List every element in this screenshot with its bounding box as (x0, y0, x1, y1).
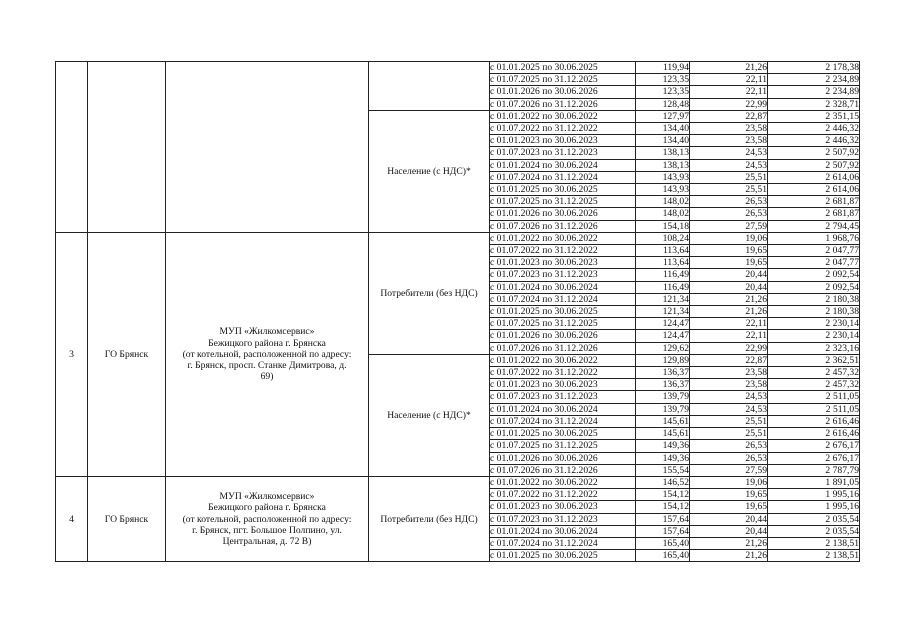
tariff-value-cell: 121,34 (636, 293, 690, 305)
tariff-value-cell: 2 180,38 (768, 306, 860, 318)
tariff-value-cell: 2 511,05 (768, 391, 860, 403)
territory-cell: ГО Брянск (88, 476, 166, 561)
tariff-value-cell: 25,51 (690, 428, 768, 440)
tariff-value-cell: 19,06 (690, 232, 768, 244)
period-cell: с 01.01.2022 по 30.06.2022 (490, 354, 636, 366)
tariff-value-cell: 2 138,51 (768, 537, 860, 549)
period-cell: с 01.07.2023 по 31.12.2023 (490, 269, 636, 281)
table-row (56, 476, 860, 488)
period-cell: с 01.07.2024 по 31.12.2024 (490, 415, 636, 427)
territory-cell (88, 62, 166, 233)
tariff-value-cell: 26,53 (690, 208, 768, 220)
tariff-value-cell: 113,64 (636, 257, 690, 269)
period-cell: с 01.07.2023 по 31.12.2023 (490, 147, 636, 159)
tariff-value-cell: 148,02 (636, 208, 690, 220)
tariff-value-cell: 127,97 (636, 110, 690, 122)
tariff-value-cell: 154,12 (636, 489, 690, 501)
period-cell: с 01.01.2026 по 30.06.2026 (490, 452, 636, 464)
tariff-value-cell: 136,37 (636, 367, 690, 379)
tariff-value-cell: 2 328,71 (768, 98, 860, 110)
tariff-value-cell: 129,89 (636, 354, 690, 366)
tariff-value-cell: 25,51 (690, 184, 768, 196)
organization-line: Бежицкого района г. Брянска (208, 337, 326, 349)
tariff-value-cell: 2 035,54 (768, 513, 860, 525)
tariff-value-cell: 22,99 (690, 98, 768, 110)
territory-cell: ГО Брянск (88, 232, 166, 476)
tariff-value-cell: 2 035,54 (768, 525, 860, 537)
tariff-value-cell: 23,58 (690, 123, 768, 135)
tariff-table (55, 61, 860, 562)
tariff-value-cell: 2 047,77 (768, 257, 860, 269)
tariff-value-cell: 2 446,32 (768, 135, 860, 147)
tariff-value-cell: 1 995,16 (768, 501, 860, 513)
tariff-value-cell: 165,40 (636, 537, 690, 549)
tariff-value-cell: 19,65 (690, 489, 768, 501)
tariff-value-cell: 134,40 (636, 123, 690, 135)
tariff-value-cell: 2 138,51 (768, 550, 860, 562)
tariff-value-cell: 154,18 (636, 220, 690, 232)
period-cell: с 01.07.2022 по 31.12.2022 (490, 367, 636, 379)
period-cell: с 01.01.2025 по 30.06.2025 (490, 428, 636, 440)
consumer-group-cell: Население (с НДС)* (369, 110, 490, 232)
tariff-value-cell: 145,61 (636, 415, 690, 427)
organization-line: г. Брянск, пгт. Большое Полпино, ул. (192, 524, 342, 536)
tariff-value-cell: 22,11 (690, 318, 768, 330)
tariff-value-cell: 22,11 (690, 86, 768, 98)
tariff-value-cell: 23,58 (690, 367, 768, 379)
tariff-value-cell: 119,94 (636, 62, 690, 74)
tariff-value-cell: 22,87 (690, 354, 768, 366)
period-cell: с 01.01.2023 по 30.06.2023 (490, 379, 636, 391)
tariff-value-cell: 24,53 (690, 391, 768, 403)
period-cell: с 01.07.2025 по 31.12.2025 (490, 318, 636, 330)
tariff-value-cell: 149,36 (636, 440, 690, 452)
period-cell: с 01.01.2026 по 30.06.2026 (490, 86, 636, 98)
tariff-value-cell: 24,53 (690, 147, 768, 159)
tariff-value-cell: 27,59 (690, 220, 768, 232)
tariff-value-cell: 19,06 (690, 476, 768, 488)
period-cell: с 01.07.2024 по 31.12.2024 (490, 537, 636, 549)
tariff-value-cell: 2 616,46 (768, 428, 860, 440)
tariff-value-cell: 19,65 (690, 245, 768, 257)
tariff-value-cell: 21,26 (690, 550, 768, 562)
organization-line: МУП «Жилкомсервис» (219, 326, 315, 338)
tariff-value-cell: 22,11 (690, 330, 768, 342)
tariff-value-cell: 2 092,54 (768, 281, 860, 293)
tariff-value-cell: 2 092,54 (768, 269, 860, 281)
period-cell: с 01.01.2025 по 30.06.2025 (490, 62, 636, 74)
tariff-value-cell: 148,02 (636, 196, 690, 208)
tariff-value-cell: 24,53 (690, 159, 768, 171)
tariff-value-cell: 2 457,32 (768, 367, 860, 379)
tariff-value-cell: 138,13 (636, 147, 690, 159)
period-cell: с 01.01.2024 по 30.06.2024 (490, 403, 636, 415)
tariff-value-cell: 2 362,51 (768, 354, 860, 366)
tariff-value-cell: 2 681,87 (768, 196, 860, 208)
tariff-value-cell: 157,64 (636, 513, 690, 525)
tariff-value-cell: 2 230,14 (768, 330, 860, 342)
period-cell: с 01.07.2024 по 31.12.2024 (490, 171, 636, 183)
period-cell: с 01.01.2026 по 30.06.2026 (490, 330, 636, 342)
tariff-value-cell: 2 234,89 (768, 86, 860, 98)
period-cell: с 01.07.2023 по 31.12.2023 (490, 513, 636, 525)
consumer-group-cell: Население (с НДС)* (369, 354, 490, 476)
tariff-value-cell: 2 616,46 (768, 415, 860, 427)
tariff-value-cell: 19,65 (690, 257, 768, 269)
organization-cell (166, 62, 369, 233)
tariff-value-cell: 123,35 (636, 86, 690, 98)
period-cell: с 01.07.2026 по 31.12.2026 (490, 220, 636, 232)
tariff-value-cell: 1 968,76 (768, 232, 860, 244)
tariff-value-cell: 136,37 (636, 379, 690, 391)
organization-line: Бежицкого района г. Брянска (208, 502, 326, 514)
consumer-group-cell (369, 62, 490, 111)
tariff-value-cell: 123,35 (636, 74, 690, 86)
organization-line: г. Брянск, просп. Станке Димитрова, д. (187, 359, 347, 371)
period-cell: с 01.07.2025 по 31.12.2025 (490, 196, 636, 208)
period-cell: с 01.01.2023 по 30.06.2023 (490, 257, 636, 269)
tariff-value-cell: 26,53 (690, 196, 768, 208)
tariff-value-cell: 2 351,15 (768, 110, 860, 122)
tariff-value-cell: 116,49 (636, 281, 690, 293)
tariff-value-cell: 143,93 (636, 171, 690, 183)
period-cell: с 01.07.2022 по 31.12.2022 (490, 123, 636, 135)
period-cell: с 01.01.2023 по 30.06.2023 (490, 501, 636, 513)
period-cell: с 01.07.2026 по 31.12.2026 (490, 342, 636, 354)
row-number-cell (56, 62, 88, 233)
tariff-value-cell: 26,53 (690, 440, 768, 452)
tariff-value-cell: 2 180,38 (768, 293, 860, 305)
tariff-value-cell: 2 511,05 (768, 403, 860, 415)
tariff-value-cell: 124,47 (636, 330, 690, 342)
tariff-value-cell: 2 614,06 (768, 171, 860, 183)
tariff-value-cell: 2 787,79 (768, 464, 860, 476)
tariff-value-cell: 2 323,16 (768, 342, 860, 354)
tariff-value-cell: 2 614,06 (768, 184, 860, 196)
row-number-cell: 4 (56, 476, 88, 561)
period-cell: с 01.07.2025 по 31.12.2025 (490, 74, 636, 86)
tariff-value-cell: 2 446,32 (768, 123, 860, 135)
tariff-value-cell: 20,44 (690, 281, 768, 293)
period-cell: с 01.01.2022 по 30.06.2022 (490, 110, 636, 122)
tariff-value-cell: 2 676,17 (768, 440, 860, 452)
tariff-value-cell: 2 230,14 (768, 318, 860, 330)
tariff-value-cell: 1 891,05 (768, 476, 860, 488)
tariff-value-cell: 2 676,17 (768, 452, 860, 464)
tariff-value-cell: 23,58 (690, 135, 768, 147)
tariff-value-cell: 2 507,92 (768, 159, 860, 171)
period-cell: с 01.07.2024 по 31.12.2024 (490, 293, 636, 305)
period-cell: с 01.07.2022 по 31.12.2022 (490, 489, 636, 501)
tariff-value-cell: 128,48 (636, 98, 690, 110)
tariff-value-cell: 113,64 (636, 245, 690, 257)
tariff-value-cell: 25,51 (690, 171, 768, 183)
tariff-value-cell: 2 507,92 (768, 147, 860, 159)
consumer-group-cell: Потребители (без НДС) (369, 232, 490, 354)
tariff-value-cell: 21,26 (690, 293, 768, 305)
organization-line: Центральная, д. 72 В) (222, 535, 312, 547)
period-cell: с 01.07.2025 по 31.12.2025 (490, 440, 636, 452)
period-cell: с 01.01.2025 по 30.06.2025 (490, 184, 636, 196)
tariff-value-cell: 139,79 (636, 391, 690, 403)
tariff-value-cell: 2 234,89 (768, 74, 860, 86)
tariff-value-cell: 22,11 (690, 74, 768, 86)
period-cell: с 01.01.2022 по 30.06.2022 (490, 232, 636, 244)
period-cell: с 01.07.2026 по 31.12.2026 (490, 464, 636, 476)
tariff-value-cell: 19,65 (690, 501, 768, 513)
organization-line: 69) (260, 371, 274, 383)
tariff-value-cell: 155,54 (636, 464, 690, 476)
tariff-value-cell: 21,26 (690, 62, 768, 74)
tariff-value-cell: 165,40 (636, 550, 690, 562)
period-cell: с 01.07.2026 по 31.12.2026 (490, 98, 636, 110)
organization-cell (166, 476, 369, 561)
period-cell: с 01.01.2026 по 30.06.2026 (490, 208, 636, 220)
organization-cell (166, 232, 369, 476)
consumer-group-cell: Потребители (без НДС) (369, 476, 490, 561)
tariff-value-cell: 121,34 (636, 306, 690, 318)
tariff-value-cell: 154,12 (636, 501, 690, 513)
tariff-value-cell: 2 794,45 (768, 220, 860, 232)
tariff-value-cell: 146,52 (636, 476, 690, 488)
tariff-value-cell: 27,59 (690, 464, 768, 476)
tariff-value-cell: 21,26 (690, 537, 768, 549)
tariff-value-cell: 116,49 (636, 269, 690, 281)
tariff-value-cell: 21,26 (690, 306, 768, 318)
table-row (56, 62, 860, 74)
tariff-value-cell: 22,87 (690, 110, 768, 122)
period-cell: с 01.01.2024 по 30.06.2024 (490, 159, 636, 171)
period-cell: с 01.01.2024 по 30.06.2024 (490, 281, 636, 293)
tariff-value-cell: 149,36 (636, 452, 690, 464)
tariff-value-cell: 139,79 (636, 403, 690, 415)
tariff-value-cell: 124,47 (636, 318, 690, 330)
tariff-value-cell: 2 681,87 (768, 208, 860, 220)
tariff-value-cell: 129,62 (636, 342, 690, 354)
tariff-value-cell: 26,53 (690, 452, 768, 464)
period-cell: с 01.01.2022 по 30.06.2022 (490, 476, 636, 488)
tariff-value-cell: 108,24 (636, 232, 690, 244)
tariff-value-cell: 20,44 (690, 525, 768, 537)
period-cell: с 01.01.2024 по 30.06.2024 (490, 525, 636, 537)
tariff-value-cell: 2 457,32 (768, 379, 860, 391)
tariff-value-cell: 24,53 (690, 403, 768, 415)
tariff-value-cell: 20,44 (690, 513, 768, 525)
tariff-value-cell: 20,44 (690, 269, 768, 281)
tariff-value-cell: 25,51 (690, 415, 768, 427)
period-cell: с 01.07.2022 по 31.12.2022 (490, 245, 636, 257)
tariff-value-cell: 138,13 (636, 159, 690, 171)
tariff-value-cell: 2 047,77 (768, 245, 860, 257)
tariff-value-cell: 157,64 (636, 525, 690, 537)
tariff-value-cell: 1 995,16 (768, 489, 860, 501)
organization-line: (от котельной, расположенной по адресу: (182, 513, 352, 525)
table-row (56, 232, 860, 244)
row-number-cell: 3 (56, 232, 88, 476)
organization-line: (от котельной, расположенной по адресу: (182, 348, 352, 360)
tariff-value-cell: 22,99 (690, 342, 768, 354)
period-cell: с 01.01.2023 по 30.06.2023 (490, 135, 636, 147)
tariff-value-cell: 145,61 (636, 428, 690, 440)
period-cell: с 01.01.2025 по 30.06.2025 (490, 550, 636, 562)
tariff-table-body (56, 62, 860, 562)
period-cell: с 01.01.2025 по 30.06.2025 (490, 306, 636, 318)
tariff-value-cell: 143,93 (636, 184, 690, 196)
organization-line: МУП «Жилкомсервис» (219, 491, 315, 503)
period-cell: с 01.07.2023 по 31.12.2023 (490, 391, 636, 403)
tariff-value-cell: 23,58 (690, 379, 768, 391)
tariff-value-cell: 134,40 (636, 135, 690, 147)
tariff-value-cell: 2 178,38 (768, 62, 860, 74)
